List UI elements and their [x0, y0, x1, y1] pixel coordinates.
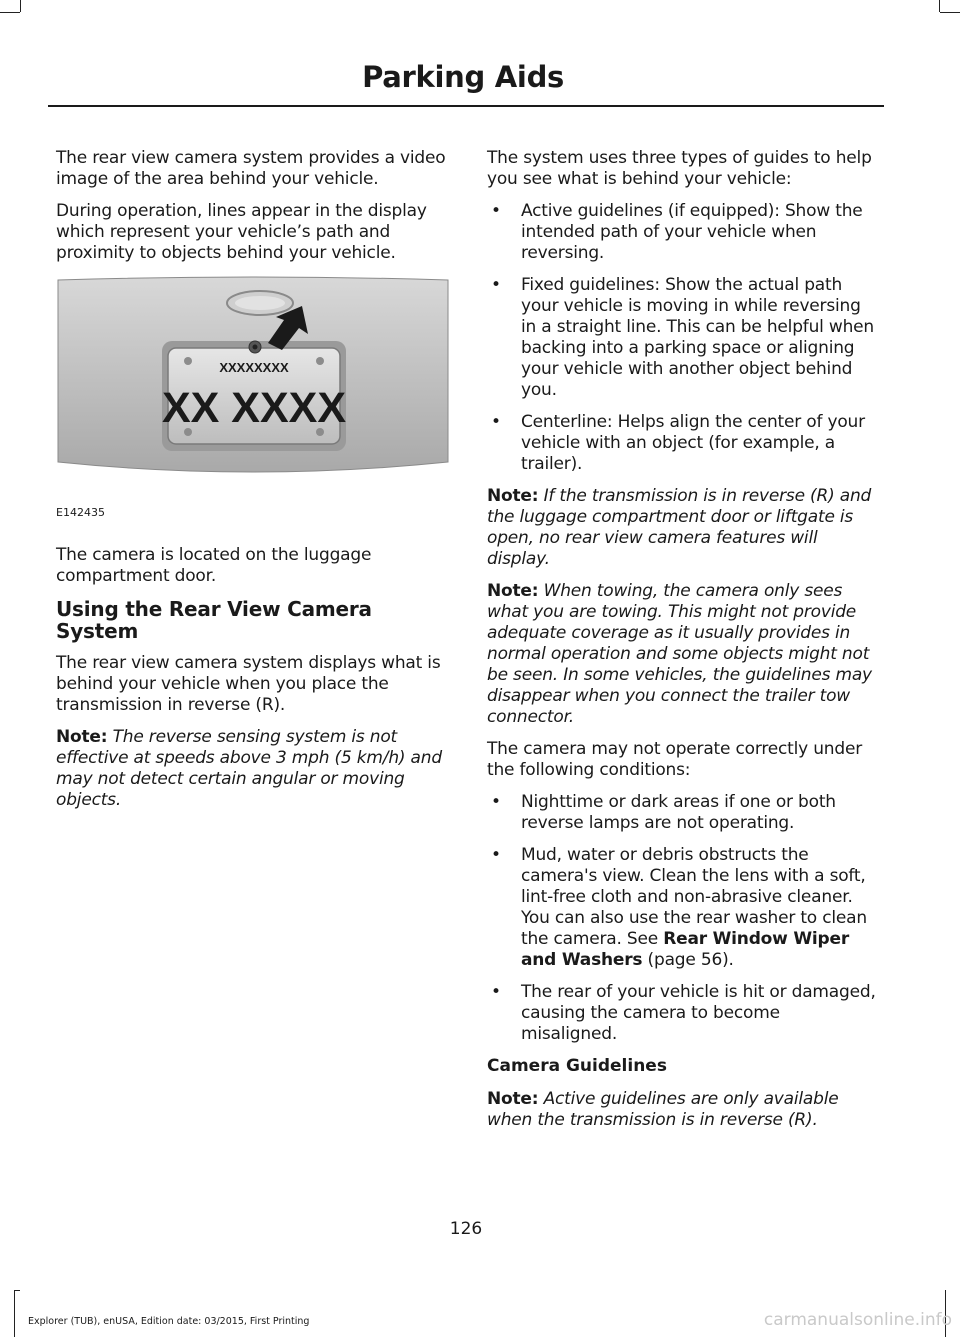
note-label: Note: — [487, 581, 539, 601]
bullet: • — [491, 792, 501, 812]
paragraph: The camera is located on the luggage compartment door. — [56, 545, 372, 586]
paragraph: The camera may not operate correctly under the following conditions: — [487, 739, 862, 780]
figure-code: E142435 — [56, 506, 105, 519]
camera-location-figure — [56, 276, 450, 498]
section-heading: Using the Rear View Camera System — [56, 597, 372, 643]
subsection-heading: Camera Guidelines — [487, 1056, 667, 1076]
bullet: • — [491, 845, 501, 865]
note — [487, 581, 879, 728]
right-column — [487, 148, 879, 1142]
note-text: Active guidelines are only available when the transmission is in reverse (R). — [487, 1089, 839, 1130]
guide-types-list — [487, 201, 879, 475]
list-item: • Active guidelines (if equipped): Show the intended path of your vehicle when reversing. — [491, 201, 863, 263]
list-item: • Centerline: Helps align the center of your vehicle with an object (for example, a trailer). — [491, 412, 865, 474]
note-text: If the transmission is in reverse (R) and the luggage compartment door or liftgate is open, no rear view camera features will display. — [487, 486, 872, 569]
note-label: Note: — [487, 486, 539, 506]
paragraph: The rear view camera system displays what is behind your vehicle when you place the transmission in reverse (R). — [56, 653, 441, 715]
list-item: • The rear of your vehicle is hit or damaged, causing the camera to become misaligned. — [491, 982, 876, 1044]
plate-small-text: XXXXXXXX — [219, 360, 289, 375]
note — [56, 727, 448, 811]
watermark: carmanualsonline.info — [763, 1310, 952, 1330]
note-label: Note: — [487, 1089, 539, 1109]
liftgate-illustration — [56, 276, 450, 498]
cross-reference-link[interactable]: Rear Window Wiper and Washers — [521, 929, 850, 970]
crop-mark — [14, 1290, 15, 1337]
page-number: 126 — [449, 1219, 483, 1239]
list-item: • Nighttime or dark areas if one or both reverse lamps are not operating. — [491, 792, 836, 833]
crop-mark — [14, 1290, 20, 1291]
note-label: Note: — [56, 727, 108, 747]
paragraph: During operation, lines appear in the display which represent your vehicle’s path and proximity to objects behind your vehicle. — [56, 201, 427, 263]
plate-big-text: XX XXXX — [161, 384, 347, 432]
bullet: • — [491, 982, 501, 1002]
note — [487, 1089, 879, 1131]
crop-mark — [0, 12, 20, 13]
note-text: The reverse sensing system is not effective at speeds above 3 mph (5 km/h) and may not detect certain angular or moving objects. — [56, 727, 442, 810]
left-column — [56, 148, 448, 822]
note — [487, 486, 879, 570]
page-title: Parking Aids — [362, 60, 564, 94]
crop-mark — [939, 0, 940, 12]
list-item: • Mud, water or debris obstructs the camera's view. Clean the lens with a soft, lint-free cloth and non-abrasive cleaner. You can also use the rear washer to clean the camera. See Rear Window Wiper and Washers (page 56). — [491, 845, 867, 970]
header-rule — [48, 105, 884, 107]
conditions-list — [487, 792, 879, 1045]
crop-mark — [20, 0, 21, 12]
note-text: When towing, the camera only sees what you are towing. This might not provide adequate coverage as it usually provides in normal operation and some objects might not be seen. In some vehicles, the guidelines may disappear when you connect the trailer tow connector. — [487, 581, 872, 727]
crop-mark — [940, 12, 960, 13]
footer-text: Explorer (TUB), enUSA, Edition date: 03/2015, First Printing — [28, 1316, 310, 1327]
bullet: • — [491, 275, 501, 295]
list-item: • Fixed guidelines: Show the actual path your vehicle is moving in while reversing in a straight line. This can be helpful when backing into a parking space or aligning your vehicle with another object behind you. — [491, 275, 874, 400]
bullet: • — [491, 201, 501, 221]
paragraph: The rear view camera system provides a video image of the area behind your vehicle. — [56, 148, 446, 189]
paragraph: The system uses three types of guides to help you see what is behind your vehicle: — [487, 148, 872, 189]
bullet: • — [491, 412, 501, 432]
